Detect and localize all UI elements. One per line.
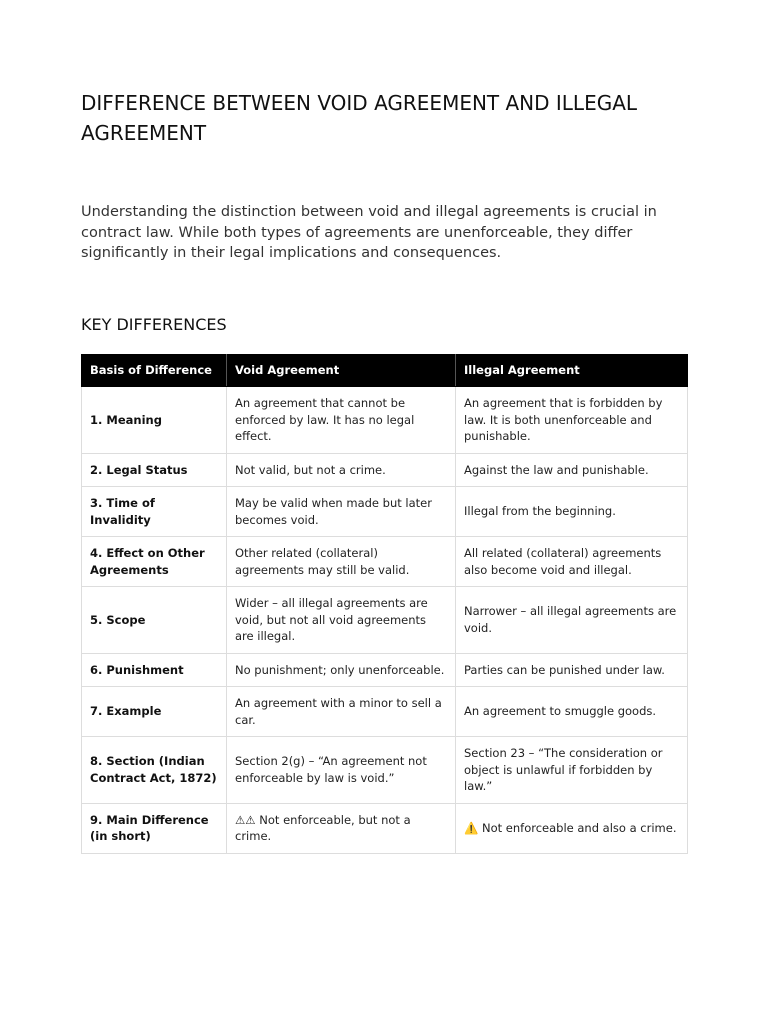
row-void-cell: An agreement with a minor to sell a car. xyxy=(227,687,456,737)
table-row xyxy=(82,587,688,654)
row-basis: 9. Main Difference (in short) xyxy=(82,803,227,853)
column-header-void: Void Agreement xyxy=(227,354,456,387)
row-illegal-cell: Section 23 – “The consideration or object is unlawful if forbidden by law.” xyxy=(456,737,688,804)
differences-table xyxy=(81,354,688,854)
row-basis: 2. Legal Status xyxy=(82,453,227,487)
row-basis: 5. Scope xyxy=(82,587,227,654)
table-row xyxy=(82,687,688,737)
page-title: DIFFERENCE BETWEEN VOID AGREEMENT AND ILLEGAL AGREEMENT xyxy=(81,91,638,145)
row-basis: 3. Time of Invalidity xyxy=(82,487,227,537)
row-basis: 8. Section (Indian Contract Act, 1872) xyxy=(82,737,227,804)
row-void-cell: May be valid when made but later becomes void. xyxy=(227,487,456,537)
table-row xyxy=(82,737,688,804)
row-illegal-cell: An agreement that is forbidden by law. It is both unenforceable and punishable. xyxy=(456,387,688,454)
table-row xyxy=(82,387,688,454)
row-void-cell: Not valid, but not a crime. xyxy=(227,453,456,487)
row-basis: 1. Meaning xyxy=(82,387,227,454)
row-illegal-cell: Against the law and punishable. xyxy=(456,453,688,487)
column-header-basis: Basis of Difference xyxy=(82,354,227,387)
row-void-cell: Wider – all illegal agreements are void, but not all void agreements are illegal. xyxy=(227,587,456,654)
row-illegal-cell: All related (collateral) agreements also become void and illegal. xyxy=(456,537,688,587)
section-heading-key-differences: KEY DIFFERENCES xyxy=(81,314,227,334)
table-row xyxy=(82,453,688,487)
table-row xyxy=(82,653,688,687)
row-illegal-cell: An agreement to smuggle goods. xyxy=(456,687,688,737)
row-basis: 6. Punishment xyxy=(82,653,227,687)
table-row xyxy=(82,537,688,587)
row-void-cell: Other related (collateral) agreements may still be valid. xyxy=(227,537,456,587)
table-row xyxy=(82,803,688,853)
intro-paragraph: Understanding the distinction between void and illegal agreements is crucial in contract law. While both types of agreements are unenforceable, they differ significantly in their legal implications and consequences. xyxy=(81,204,657,261)
row-illegal-cell: Narrower – all illegal agreements are void. xyxy=(456,587,688,654)
row-void-cell: No punishment; only unenforceable. xyxy=(227,653,456,687)
row-void-cell: Section 2(g) – “An agreement not enforceable by law is void.” xyxy=(227,737,456,804)
table-header-row xyxy=(82,354,688,387)
row-void-cell: ⚠⚠ Not enforceable, but not a crime. xyxy=(227,803,456,853)
row-void-cell: An agreement that cannot be enforced by law. It has no legal effect. xyxy=(227,387,456,454)
row-basis: 4. Effect on Other Agreements xyxy=(82,537,227,587)
row-illegal-cell: Parties can be punished under law. xyxy=(456,653,688,687)
row-illegal-cell: ⚠️ Not enforceable and also a crime. xyxy=(456,803,688,853)
column-header-illegal: Illegal Agreement xyxy=(456,354,688,387)
row-illegal-cell: Illegal from the beginning. xyxy=(456,487,688,537)
table-row xyxy=(82,487,688,537)
row-basis: 7. Example xyxy=(82,687,227,737)
